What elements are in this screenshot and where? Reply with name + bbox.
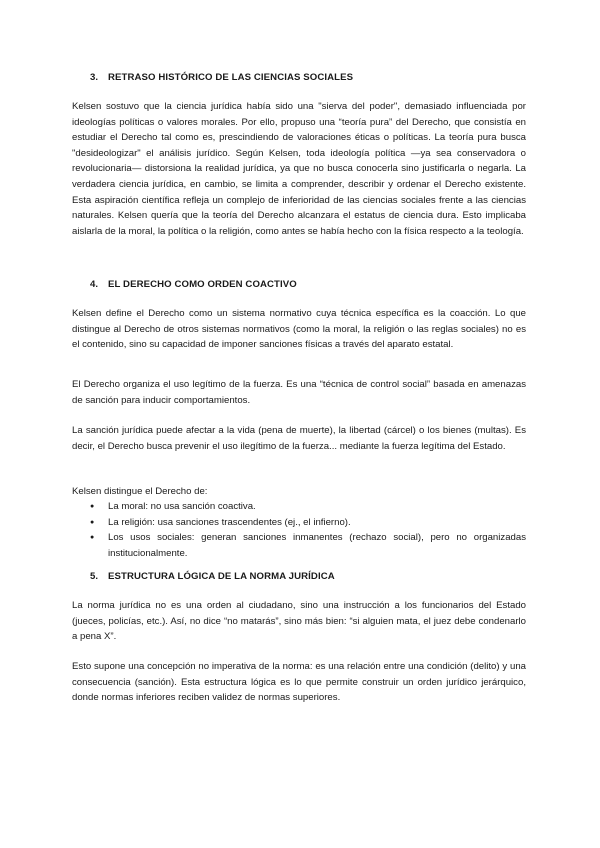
section-3-number: 3.	[90, 72, 99, 83]
list-item: ● La religión: usa sanciones trascendentes (ej., el infierno).	[72, 515, 526, 531]
section-4-number: 4.	[90, 279, 99, 290]
section-5-heading	[90, 571, 335, 582]
section-4-bullet-list	[72, 499, 526, 561]
section-4-heading	[90, 279, 297, 290]
section-5-number: 5.	[90, 571, 99, 582]
section-4-title: EL DERECHO COMO ORDEN COACTIVO	[108, 279, 297, 290]
section-5-paragraph-1: La norma jurídica no es una orden al ciudadano, sino una instrucción a los funcionarios del Estado (jueces, policías, etc.). Así, no dice “no matarás”, sino más bien: “si alguien mata, el juez debe condenarlo a pena X”.	[72, 600, 526, 643]
section-4-paragraph-2: El Derecho organiza el uso legítimo de la fuerza. Es una “técnica de control social” basada en amenazas de sanción para inducir comportamientos.	[72, 379, 526, 406]
section-3-heading	[90, 72, 353, 83]
section-5-title: ESTRUCTURA LÓGICA DE LA NORMA JURÍDICA	[108, 571, 335, 582]
section-4-paragraph-4: Kelsen distingue el Derecho de:	[72, 486, 208, 497]
section-4-paragraph-1: Kelsen define el Derecho como un sistema normativo cuya técnica específica es la coacción. Lo que distingue al Derecho de otros sistemas normativos (como la moral, la religión o las reglas sociales) no es el contenido, sino su capacidad de imponer sanciones físicas a través del aparato estatal.	[72, 308, 526, 351]
section-3-title: RETRASO HISTÓRICO DE LAS CIENCIAS SOCIALES	[108, 72, 354, 83]
list-item: ● Los usos sociales: generan sanciones inmanentes (rechazo social), pero no organizadas institucionalmente.	[72, 530, 526, 561]
section-5-paragraph-2: Esto supone una concepción no imperativa de la norma: es una relación entre una condición (delito) y una consecuencia (sanción). Esta estructura lógica es lo que permite construir un orden jurídico jerárquico, donde normas inferiores reciben validez de normas superiores.	[72, 661, 526, 704]
section-3-paragraph-1: Kelsen sostuvo que la ciencia jurídica había sido una "sierva del poder", demasiado influenciada por ideologías políticas o valores morales. Por ello, propuso una “teoría pura” del Derecho, que consistía en estudiar el Derecho tal como es, prescindiendo de valoraciones éticas o políticas. La teoría pura busca "desideologizar" el análisis jurídico. Según Kelsen, toda ideología política —ya sea conservadora o revolucionaria— distorsiona la realidad jurídica, ya que no busca conocerla sino justificarla o negarla. La verdadera ciencia jurídica, en cambio, se limita a comprender, describir y ordenar el Derecho existente. Esta aspiración científica refleja un complejo de inferioridad de las ciencias sociales frente a las ciencias naturales. Kelsen quería que la teoría del Derecho alcanzara el estatus de ciencia dura. Esto implicaba aislarla de la moral, la política o la religión, como antes se había hecho con la física respecto a la teología.	[72, 101, 526, 237]
list-item: ● La moral: no usa sanción coactiva.	[72, 499, 526, 515]
section-4-paragraph-3: La sanción jurídica puede afectar a la vida (pena de muerte), la libertad (cárcel) o los bienes (multas). Es decir, el Derecho busca prevenir el uso ilegítimo de la fuerza... mediante la fuerza legítima del Estado.	[72, 425, 526, 452]
